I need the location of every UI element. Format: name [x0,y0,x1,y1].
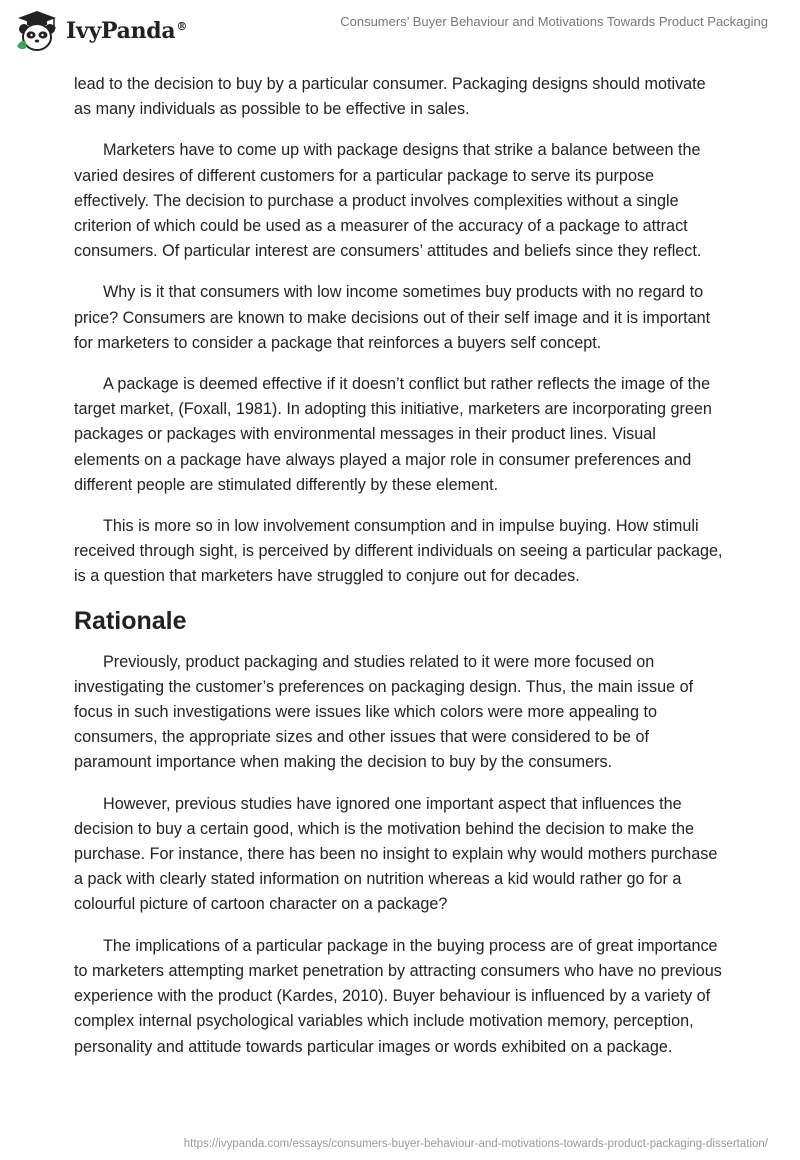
panda-graduate-icon [14,8,60,54]
paragraph-2: Marketers have to come up with package designs that strike a balance between the varied desires of different customers for a particular package to serve its purpose effectively. The decision to purchase a product involves complexities without a single criterion of which could be used as a measurer of the accuracy of a package to attract consumers. Of particular interest are consumers’ attitudes and beliefs since they reflect. [74,141,702,261]
paragraph-5: This is more so in low involvement consumption and in impulse buying. How stimuli received through sight, is perceived by different individuals on seeing a particular package, is a question that marketers have struggled to conjure out for decades. [74,517,723,586]
paragraph-4: A package is deemed effective if it doesn’t conflict but rather reflects the image of the target market, (Foxall, 1981). In adopting this initiative, marketers are incorporating green packages or packages with environmental messages in their product lines. Visual elements on a package have always played a major role in consumer preferences and different people are stimulated differently by these element. [74,375,712,494]
essay-body [74,72,726,1076]
ivypanda-logo[interactable] [14,8,187,54]
paragraph-8: The implications of a particular package in the buying process are of great importance to marketers attempting market penetration by attracting consumers who have no previous experience with the product (Kardes, 2010). Buyer behaviour is influenced by a variety of complex internal psychological variables which include motivation memory, perception, personality and attitude towards particular images or words exhibited on a package. [74,936,722,1056]
document-title: Consumers’ Buyer Behaviour and Motivations Towards Product Packaging [340,14,768,29]
source-url[interactable]: https://ivypanda.com/essays/consumers-buyer-behaviour-and-motivations-towards-product-packaging-dissertation/ [183,1138,768,1150]
paragraph-3: Why is it that consumers with low income sometimes buy products with no regard to price? Consumers are known to make decisions out of their self image and it is important for marketers to consider a package that reinforces a buyers self concept. [74,283,711,352]
paragraph-1: lead to the decision to buy by a particular consumer. Packaging designs should motivate as many individuals as possible to be effective in sales. [74,75,706,119]
paragraph-6: Previously, product packaging and studies related to it were more focused on investigating the customer’s preferences on packaging design. Thus, the main issue of focus in such investigations were issues like which colors were more appealing to consumers, the appropriate sizes and other issues that were considered to be of paramount importance when making the decision to buy by the consumers. [74,652,694,772]
paragraph-7: However, previous studies have ignored one important aspect that influences the decision to buy a certain good, which is the motivation behind the decision to make the purchase. For instance, there has been no insight to explain why would mothers purchase a pack with clearly stated information on nutrition whereas a kid would rather go for a colourful picture of cartoon character on a package? [74,794,718,914]
section-heading-rationale: Rationale [74,606,187,635]
brand-name: IvyPanda® [66,18,188,44]
page-header [0,0,800,60]
